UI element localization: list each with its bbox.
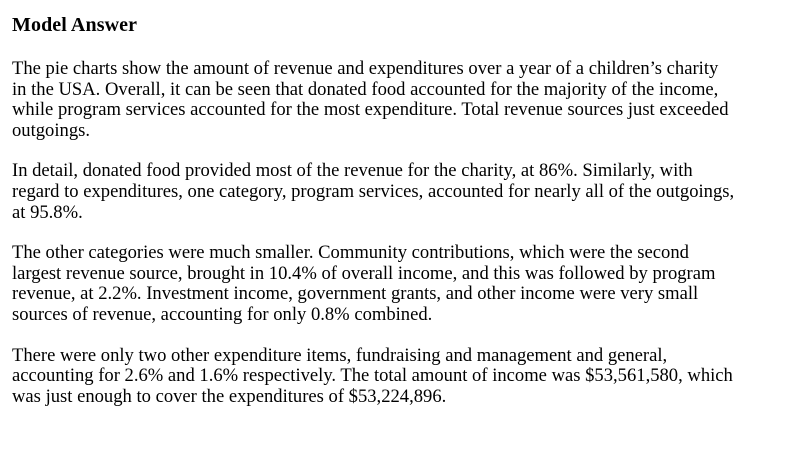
paragraph-line: was just enough to cover the expenditures of $53,224,896.	[12, 385, 447, 407]
paragraph-line: outgoings.	[12, 119, 90, 141]
paragraph-line: The other categories were much smaller. Community contributions, which were the second	[12, 242, 689, 264]
paragraph-line: in the USA. Overall, it can be seen that donated food accounted for the majority of the income,	[12, 78, 719, 100]
document-page	[12, 0, 802, 407]
paragraph-line: accounting for 2.6% and 1.6% respectively. The total amount of income was $53,561,580, which	[12, 365, 733, 387]
paragraph-detail	[12, 161, 802, 223]
paragraph-expenditures	[12, 346, 802, 408]
paragraph-line: largest revenue source, brought in 10.4% of overall income, and this was followed by program	[12, 262, 716, 284]
paragraph-line: revenue, at 2.2%. Investment income, government grants, and other income were very small	[12, 283, 699, 305]
paragraph-line: In detail, donated food provided most of the revenue for the charity, at 86%. Similarly, with	[12, 160, 693, 182]
document-heading: Model Answer	[12, 14, 138, 36]
paragraph-line: at 95.8%.	[12, 201, 83, 223]
paragraph-line: while program services accounted for the most expenditure. Total revenue sources just exceeded	[12, 99, 729, 121]
paragraph-line: regard to expenditures, one category, program services, accounted for nearly all of the outgoings,	[12, 180, 735, 202]
paragraph-overview	[12, 59, 802, 141]
paragraph-line: The pie charts show the amount of revenue and expenditures over a year of a children’s charity	[12, 58, 719, 79]
paragraph-other-categories	[12, 243, 802, 325]
paragraph-line: There were only two other expenditure items, fundraising and management and general,	[12, 344, 668, 366]
paragraph-line: sources of revenue, accounting for only 0.8% combined.	[12, 303, 433, 325]
